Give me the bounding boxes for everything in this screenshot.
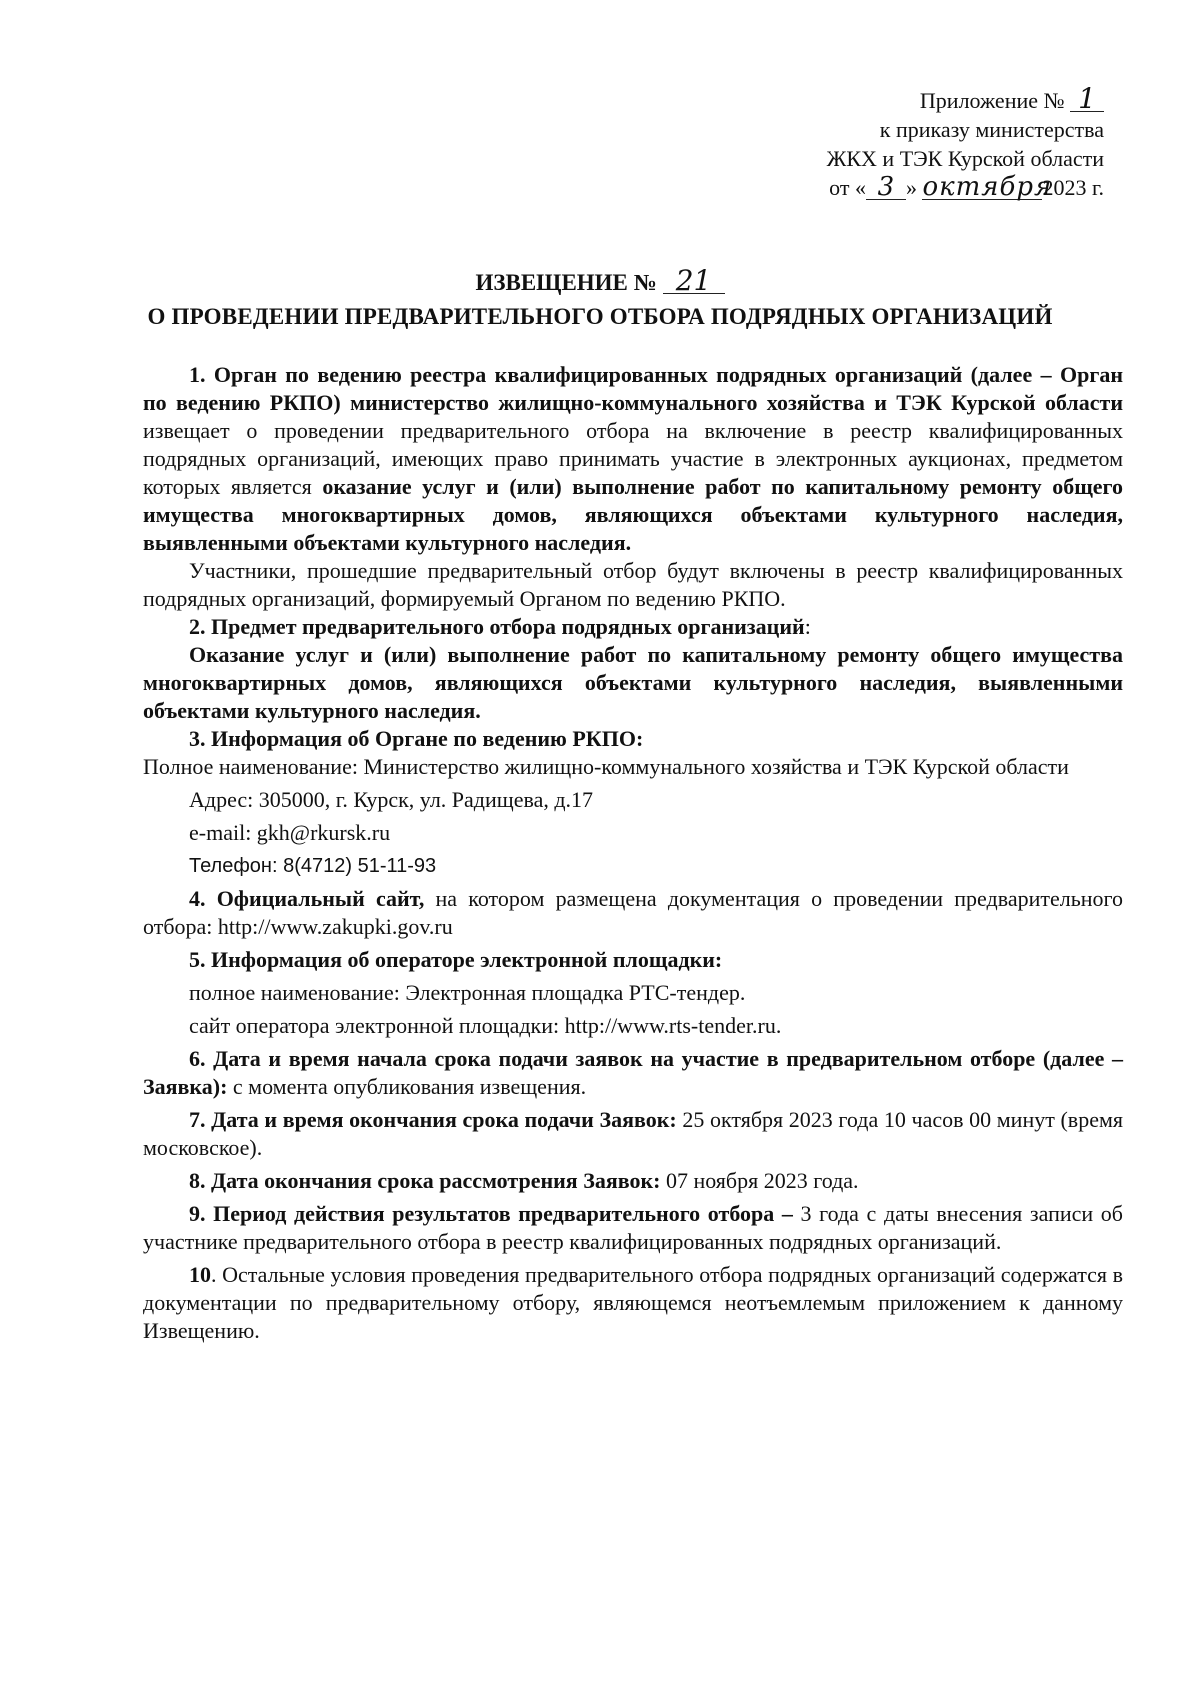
handwritten-notice-number: 21 xyxy=(663,269,725,294)
document-body xyxy=(143,361,1123,1345)
appendix-prefix: Приложение № xyxy=(919,88,1065,113)
section-6 xyxy=(143,1045,1123,1101)
section-4 xyxy=(143,885,1123,941)
section-2-heading-text: 2. Предмет предварительного отбора подрядных организаций xyxy=(189,614,805,639)
handwritten-appendix-number: 1 xyxy=(1070,87,1104,112)
appendix-block xyxy=(826,82,1104,202)
section-5-fullname: полное наименование: Электронная площадка РТС-тендер. xyxy=(189,980,746,1005)
section-5-site: сайт оператора электронной площадки: http://www.rts-tender.ru. xyxy=(189,1013,782,1038)
section-4-text: на котором размещена документация о проведении предварительного отбора: http://www.zakupki.gov.ru xyxy=(143,886,1124,939)
appendix-date-line xyxy=(827,173,1104,202)
section-7 xyxy=(143,1106,1123,1162)
section-1-text: извещает о проведении предварительного отбора на включение в реестр квалифицированных подрядных организаций, имеющих право принимать участие в электронных аукционах, предметом которых является xyxy=(143,418,1123,499)
section-7-text: 25 октября 2023 года 10 часов 00 минут (время московское). xyxy=(143,1107,1123,1160)
title-prefix: ИЗВЕЩЕНИЕ № xyxy=(475,270,657,295)
date-prefix: от « xyxy=(829,175,866,200)
section-3-email: e-mail: gkh@rkursk.ru xyxy=(189,820,391,845)
section-8-bold: 8. Дата окончания срока рассмотрения Заявок: xyxy=(189,1168,661,1193)
section-1-bold-2: оказание услуг и (или) выполнение работ по капитальному ремонту общего имущества многоквартирных домов, являющихся объектами культурного наследия, выявленными объектами культурного наследия. xyxy=(143,474,1123,555)
section-8 xyxy=(143,1167,1123,1195)
section-4-bold: 4. Официальный сайт, xyxy=(189,886,425,911)
title-line-2: О ПРОВЕДЕНИИ ПРЕДВАРИТЕЛЬНОГО ОТБОРА ПОДРЯДНЫХ ОРГАНИЗАЦИЙ xyxy=(147,304,1053,329)
section-3-phone: Телефон: 8(4712) 51-11-93 xyxy=(189,855,437,877)
section-9 xyxy=(143,1200,1123,1256)
document-title xyxy=(0,266,1200,334)
section-2-heading xyxy=(143,613,1123,641)
section-2-colon: : xyxy=(804,614,811,639)
section-10-bold: 10 xyxy=(189,1262,211,1287)
section-7-bold: 7. Дата и время окончания срока подачи Заявок: xyxy=(189,1107,677,1132)
section-1-bold-1: 1. Орган по ведению реестра квалифицированных подрядных организаций (далее – Орган по ведению РКПО) министерство жилищно-коммунального хозяйства и ТЭК Курской области xyxy=(143,362,1123,415)
section-5-heading: 5. Информация об операторе электронной площадки: xyxy=(189,947,723,972)
appendix-line-1 xyxy=(827,82,1104,115)
section-10-text: . Остальные условия проведения предварительного отбора подрядных организаций содержатся в документации по предварительному отбору, являющемся неотъемлемым приложением к данному Извещению. xyxy=(143,1262,1123,1343)
date-year: 2023 г. xyxy=(1042,175,1104,200)
title-line-1 xyxy=(0,266,1200,300)
section-9-text: 3 года с даты внесения записи об участнике предварительного отбора в реестр квалифицированных подрядных организаций. xyxy=(143,1201,1123,1254)
handwritten-month: октября xyxy=(922,172,1053,202)
section-3-fullname: Полное наименование: Министерство жилищно-коммунального хозяйства и ТЭК Курской области xyxy=(143,754,1069,779)
date-mid: » xyxy=(905,175,917,200)
section-9-bold: 9. Период действия результатов предварительного отбора – xyxy=(189,1201,793,1226)
section-6-text: с момента опубликования извещения. xyxy=(227,1074,587,1099)
handwritten-day: 3 xyxy=(866,175,906,200)
section-1-participants: Участники, прошедшие предварительный отбор будут включены в реестр квалифицированных подрядных организаций, формируемый Органом по ведению РКПО. xyxy=(143,558,1123,611)
section-3-heading: 3. Информация об Органе по ведению РКПО: xyxy=(189,726,644,751)
section-3-address: Адрес: 305000, г. Курск, ул. Радищева, д.17 xyxy=(189,787,594,812)
section-10 xyxy=(143,1261,1123,1345)
section-1 xyxy=(143,361,1123,557)
section-8-text: 07 ноября 2023 года. xyxy=(660,1168,859,1193)
section-2-text: Оказание услуг и (или) выполнение работ по капитальному ремонту общего имущества многоквартирных домов, являющихся объектами культурного наследия, выявленными объектами культурного наследия. xyxy=(143,642,1123,723)
appendix-line-3: ЖКХ и ТЭК Курской области xyxy=(826,146,1104,171)
section-6-bold: 6. Дата и время начала срока подачи заявок на участие в предварительном отборе (далее – Заявка): xyxy=(143,1046,1123,1099)
appendix-line-2: к приказу министерства xyxy=(879,117,1104,142)
